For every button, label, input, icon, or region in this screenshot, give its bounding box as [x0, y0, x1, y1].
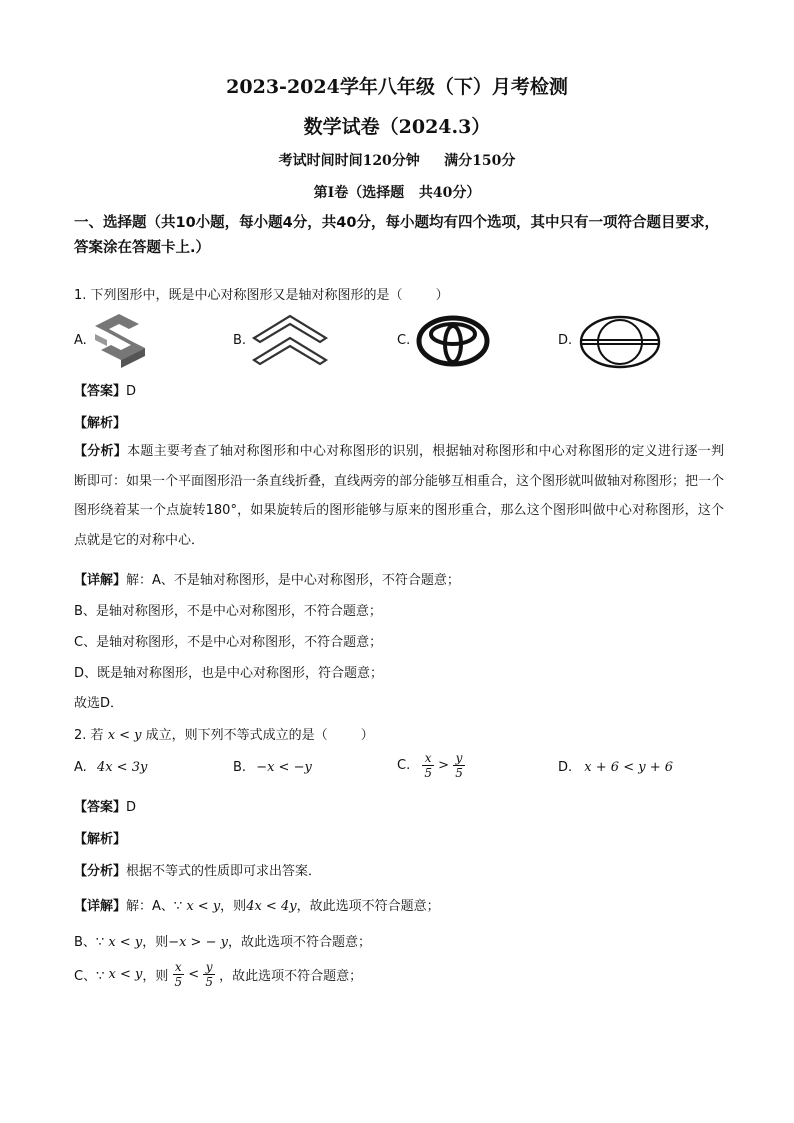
- q1-detail-line-3: C、是轴对称图形，不是中心对称图形，不符合题意；: [74, 635, 383, 650]
- q2-option-c-frac-left: $\frac{x}{5}$: [424, 751, 432, 780]
- q2-detail-b: [74, 931, 371, 950]
- q2-option-b-math: −x < −y: [256, 760, 312, 775]
- q2-fenxi-text: 根据不等式的性质即可求出答案．: [126, 864, 322, 879]
- q2-option-d: [558, 760, 673, 775]
- q2-option-c: [397, 751, 465, 780]
- q2-option-a: [74, 760, 147, 775]
- q2-detail-b-math1: x < y: [108, 935, 143, 950]
- q2-detail-c-op: <: [188, 967, 200, 982]
- q2-analysis-tag: 【解析】: [74, 832, 127, 847]
- suzuki-logo-icon: [89, 312, 151, 374]
- q2-detail-c-suffix: ，故此选项不符合题意；: [219, 969, 363, 984]
- q1-answer: [74, 380, 136, 399]
- q2-detail-a-math1: x < y: [186, 899, 221, 914]
- q2-detail-c-frac-left: $\frac{x}{5}$: [174, 960, 183, 989]
- q1-fenxi-tag: 【分析】: [74, 444, 128, 459]
- q2-stem-math: x < y: [107, 728, 142, 743]
- q2-detail-b-math2: −x > − y: [168, 935, 228, 950]
- q2-detail-c-frac-right: $\frac{y}{5}$: [205, 960, 213, 989]
- q1-analysis-tag: 【解析】: [74, 416, 127, 431]
- q2-detail-a-math2: 4x < 4y: [246, 899, 297, 914]
- exam-info: 考试时间时间120分钟 满分150分: [278, 153, 516, 169]
- q2-option-d-label: D.: [558, 760, 573, 775]
- q2-answer-value: D: [126, 800, 137, 815]
- q1-option-c-label: C.: [397, 333, 411, 348]
- q2-answer-tag: 【答案】: [74, 800, 127, 815]
- toyota-logo-icon: [415, 314, 491, 372]
- q2-detail-c: [74, 960, 362, 989]
- q2-answer: [74, 796, 136, 815]
- q2-detail-c-math1: x < y: [108, 967, 143, 982]
- q1-option-a-label: A.: [74, 333, 87, 348]
- q2-stem-suffix: 成立，则下列不等式成立的是（ ）: [145, 728, 374, 743]
- q2-detail-a: [74, 895, 440, 914]
- q1-detail-line-1: [74, 569, 460, 588]
- q2-option-b-label: B.: [233, 760, 247, 775]
- section-heading: 一、选择题（共10小题，每小题4分，共40分，每小题均有四个选项，其中只有一项符合题目要求，答案涂在答题卡上.）: [74, 215, 719, 256]
- exam-subtitle: 数学试卷（2024.3）: [303, 116, 491, 138]
- q1-option-d-label: D.: [558, 333, 573, 348]
- q2-detail-c-mid: ，则: [142, 969, 169, 984]
- q1-answer-tag: 【答案】: [74, 384, 127, 399]
- q2-detail-a-mid: ，则: [220, 899, 247, 914]
- q1-fenxi-text: 本题主要考查了轴对称图形和中心对称图形的识别，根据轴对称图形和中心对称图形的定义进行逐一判断即可：如果一个平面图形沿一条直线折叠，直线两旁的部分能够互相重合，这个图形就叫做轴对称图形；把一个图形绕着某一个点旋转180°，如果旋转后的图形能够与原来的图形重合，那么这个图形叫做中心对称图形，这个点就是它的对称中心．: [74, 444, 725, 548]
- q2-detail-tag: 【详解】: [74, 899, 127, 914]
- q2-option-c-frac-right: $\frac{y}{5}$: [455, 751, 463, 780]
- q1-option-b-label: B.: [233, 333, 247, 348]
- q2-stem-prefix: 2. 若: [74, 728, 104, 743]
- q2-detail-b-prefix: B、∵: [74, 935, 105, 950]
- q2-option-c-label: C.: [397, 758, 411, 773]
- citroen-logo-icon: [250, 312, 330, 374]
- part-heading: 第I卷（选择题 共40分）: [313, 185, 481, 201]
- q2-detail-b-mid: ，则: [142, 935, 169, 950]
- q1-detail-line-4: D、既是轴对称图形，也是中心对称图形，符合题意；: [74, 666, 384, 681]
- q2-detail-a-suffix: ，故此选项不符合题意；: [296, 899, 440, 914]
- q1-fenxi: [74, 437, 724, 555]
- q2-option-a-label: A.: [74, 760, 87, 775]
- q2-option-c-op: >: [438, 758, 450, 773]
- q1-detail-line-5: 故选D．: [74, 696, 124, 711]
- question-2-stem: [74, 724, 374, 743]
- q2-detail-c-prefix: C、∵: [74, 969, 105, 984]
- q2-detail-b-suffix: ，故此选项不符合题意；: [227, 935, 371, 950]
- circle-logo-icon: [578, 314, 662, 374]
- question-1-stem: 1. 下列图形中，既是中心对称图形又是轴对称图形的是（ ）: [74, 288, 449, 303]
- q2-fenxi-tag: 【分析】: [74, 864, 127, 879]
- q2-option-d-math: x + 6 < y + 6: [584, 760, 673, 775]
- exam-title: 2023-2024学年八年级（下）月考检测: [226, 76, 568, 98]
- q2-detail-a-prefix: 解：A、∵: [126, 899, 183, 914]
- q1-detail-line-2: B、是轴对称图形，不是中心对称图形，不符合题意；: [74, 604, 382, 619]
- q2-fenxi: [74, 860, 321, 879]
- q2-option-a-math: 4x < 3y: [96, 760, 148, 775]
- q1-detail-tag: 【详解】: [74, 573, 127, 588]
- q1-detail-text-1: 解：A、不是轴对称图形，是中心对称图形，不符合题意；: [126, 573, 460, 588]
- q2-option-b: [233, 760, 312, 775]
- q1-answer-value: D: [126, 384, 137, 399]
